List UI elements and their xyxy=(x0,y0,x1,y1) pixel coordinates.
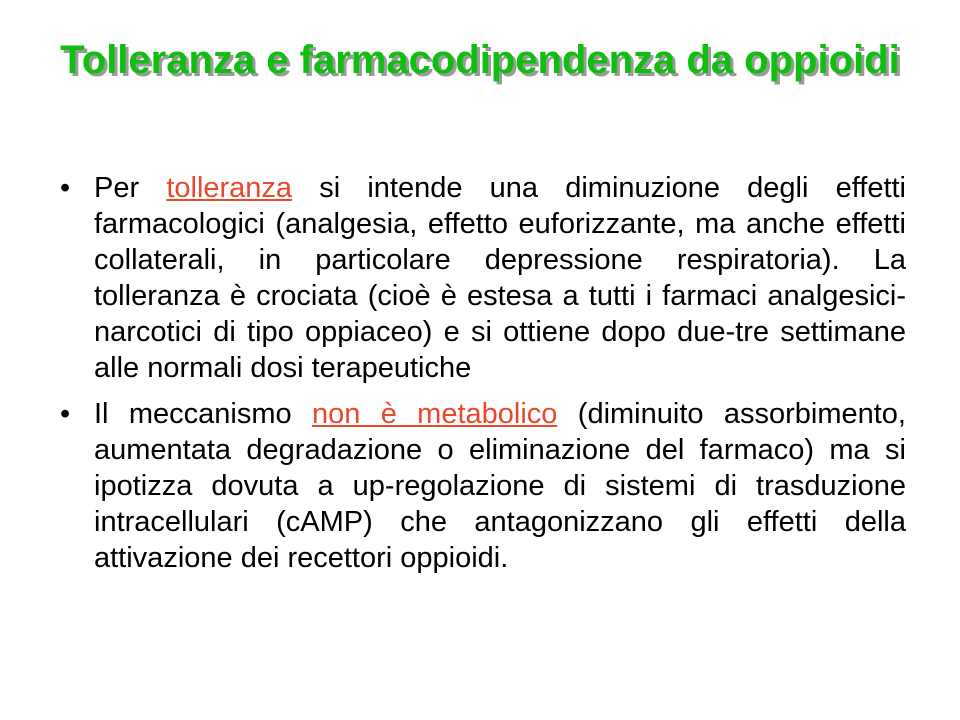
bullet-text-body: (diminuito assorbimento, aumentata degradazione o eliminazione del farmaco) ma si ipotizza dovuta a up-regolazione di sistemi di trasduzione intracellulari (cAMP) che antagonizzano gli effetti della attivazione dei recettori oppioidi. xyxy=(94,398,906,574)
bullet-text-intro: Il meccanismo xyxy=(94,398,312,430)
bullet-text-intro: Per xyxy=(94,172,167,204)
bullet-list xyxy=(56,170,906,586)
bullet-text-body: si intende una diminuzione degli effetti farmacologici (analgesia, effetto euforizzante, ma anche effetti collaterali, in particolare depressione respiratoria). La tolleranza è crociata (cioè è estesa a tutti i farmaci analgesici-narcotici di tipo oppiaceo) e si ottiene dopo due-tre settimane alle normali dosi terapeutiche xyxy=(94,172,907,384)
bullet-dot-icon: • xyxy=(60,398,71,430)
bullet-dot-icon: • xyxy=(60,172,71,204)
bullet-text xyxy=(94,396,906,576)
bullet-item-tolerance xyxy=(56,170,906,386)
bullet-text xyxy=(94,170,906,386)
bullet-item-mechanism xyxy=(56,396,906,576)
slide-title: Tolleranza e farmacodipendenza da oppioidi xyxy=(60,38,900,82)
highlight-term: non è metabolico xyxy=(311,398,558,430)
highlight-term: tolleranza xyxy=(166,172,293,204)
